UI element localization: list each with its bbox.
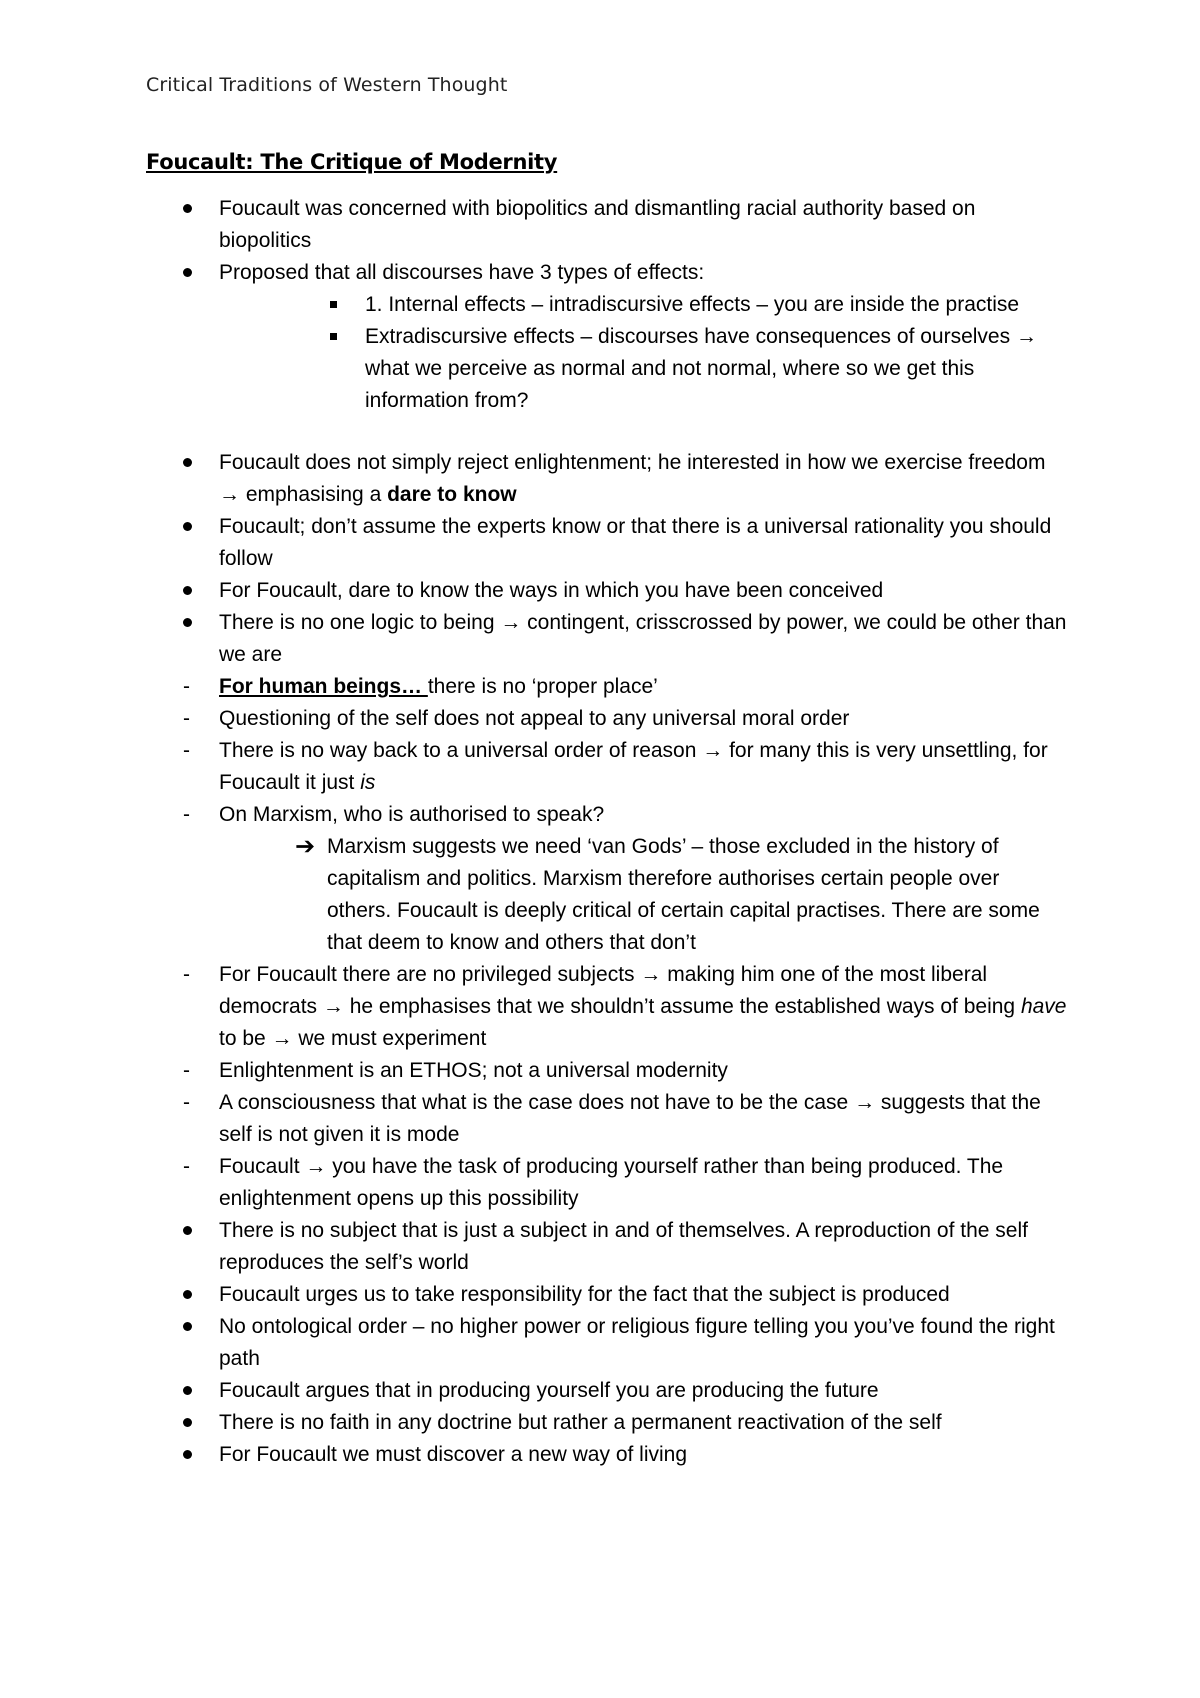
item-text: Foucault urges us to take responsibility for the fact that the subject is produced [219, 1283, 950, 1306]
item-text: There is no subject that is just a subject in and of themselves. A reproduction of the self reproduces the self’s world [219, 1219, 1028, 1274]
item-text: There is no one logic to being → contingent, crisscrossed by power, we could be other than we are [219, 611, 1067, 666]
dash-bullet-icon: - [183, 675, 190, 698]
spacer [0, 417, 1200, 447]
dash-bullet-icon: - [183, 803, 190, 826]
list-item [0, 607, 1069, 671]
item-text: 1. Internal effects – intradiscursive effects – you are inside the practise [365, 293, 1020, 316]
square-bullet-icon [330, 289, 337, 321]
item-text: to be → we must experiment [219, 1027, 487, 1050]
item-text: Extradiscursive effects – discourses have consequences of ourselves → what we perceive as normal and not normal, where so we get this information from? [365, 325, 1037, 412]
bullet-icon [183, 193, 192, 225]
bullet-icon [183, 1439, 192, 1471]
item-text: Enlightenment is an ETHOS; not a universal modernity [219, 1059, 728, 1082]
list-item [0, 257, 1069, 289]
bullet-icon [183, 447, 192, 479]
bullet-icon [183, 511, 192, 543]
item-text: Questioning of the self does not appeal to any universal moral order [219, 707, 850, 730]
item-text: Foucault; don’t assume the experts know or that there is a universal rationality you should follow [219, 515, 1052, 570]
list-item [0, 1375, 1069, 1407]
item-text: For Foucault we must discover a new way of living [219, 1443, 688, 1466]
list-item [0, 1151, 1069, 1215]
list-item [0, 193, 1069, 257]
dash-bullet-icon: - [183, 1091, 190, 1114]
emphasis-text: For human beings… [219, 675, 428, 698]
item-text: On Marxism, who is authorised to speak? [219, 803, 605, 826]
item-text: Foucault argues that in producing yourself you are producing the future [219, 1379, 879, 1402]
bullet-icon [183, 1279, 192, 1311]
arrow-bullet-icon: ➔ [295, 833, 316, 860]
dash-bullet-icon: - [183, 739, 190, 762]
notes-body [0, 193, 1200, 1471]
list-item [0, 959, 1069, 1055]
list-item [0, 1215, 1069, 1279]
item-text: A consciousness that what is the case does not have to be the case → suggests that the self is not given it is mode [219, 1091, 1041, 1146]
list-item [0, 511, 1069, 575]
item-text: For Foucault there are no privileged subjects → making him one of the most liberal democrats → he emphasises that we shouldn’t assume the established ways of being [219, 963, 1021, 1018]
item-text: Proposed that all discourses have 3 types of effects: [219, 261, 705, 284]
dash-bullet-icon: - [183, 1155, 190, 1178]
list-item [0, 1055, 1069, 1087]
list-item [0, 1311, 1069, 1375]
list-item [0, 447, 1069, 511]
bullet-icon [183, 1311, 192, 1343]
list-item [0, 1439, 1069, 1471]
document-header: Critical Traditions of Western Thought [146, 74, 508, 96]
bullet-icon [183, 1375, 192, 1407]
emphasis-text: dare to know [387, 483, 517, 506]
sub-list-item [0, 321, 1065, 417]
list-item [0, 671, 1069, 703]
item-text: For Foucault, dare to know the ways in which you have been conceived [219, 579, 884, 602]
sub-list-item [0, 831, 1065, 959]
italic-text: have [1020, 995, 1067, 1018]
bullet-icon [183, 607, 192, 639]
item-text: No ontological order – no higher power or religious figure telling you you’ve found the right path [219, 1315, 1055, 1370]
italic-text: is [360, 771, 376, 794]
item-text: There is no faith in any doctrine but rather a permanent reactivation of the self [219, 1411, 942, 1434]
square-bullet-icon [330, 321, 337, 353]
bullet-icon [183, 1407, 192, 1439]
item-text: Foucault was concerned with biopolitics and dismantling racial authority based on biopolitics [219, 197, 976, 252]
bullet-icon [183, 257, 192, 289]
item-text: Foucault → you have the task of producing yourself rather than being produced. The enlightenment opens up this possibility [219, 1155, 1004, 1210]
document-title: Foucault: The Critique of Modernity [146, 150, 558, 174]
dash-bullet-icon: - [183, 707, 190, 730]
list-item [0, 1407, 1069, 1439]
bullet-icon [183, 1215, 192, 1247]
item-text: There is no way back to a universal order of reason → for many this is very unsettling, for Foucault it just [219, 739, 1048, 794]
item-text: Foucault does not simply reject enlightenment; he interested in how we exercise freedom → emphasising a [219, 451, 1046, 506]
list-item [0, 735, 1069, 799]
list-item [0, 575, 1069, 607]
sub-list-item [0, 289, 1065, 321]
list-item [0, 703, 1069, 735]
list-item [0, 799, 1069, 831]
dash-bullet-icon: - [183, 963, 190, 986]
item-text: Marxism suggests we need ‘van Gods’ – those excluded in the history of capitalism and politics. Marxism therefore authorises certain people over others. Foucault is deeply critical of certain capital practises. There are some that deem to know and others that don’t [327, 835, 1040, 954]
bullet-icon [183, 575, 192, 607]
item-text: there is no ‘proper place’ [427, 675, 658, 698]
list-item [0, 1279, 1069, 1311]
list-item [0, 1087, 1069, 1151]
dash-bullet-icon: - [183, 1059, 190, 1082]
